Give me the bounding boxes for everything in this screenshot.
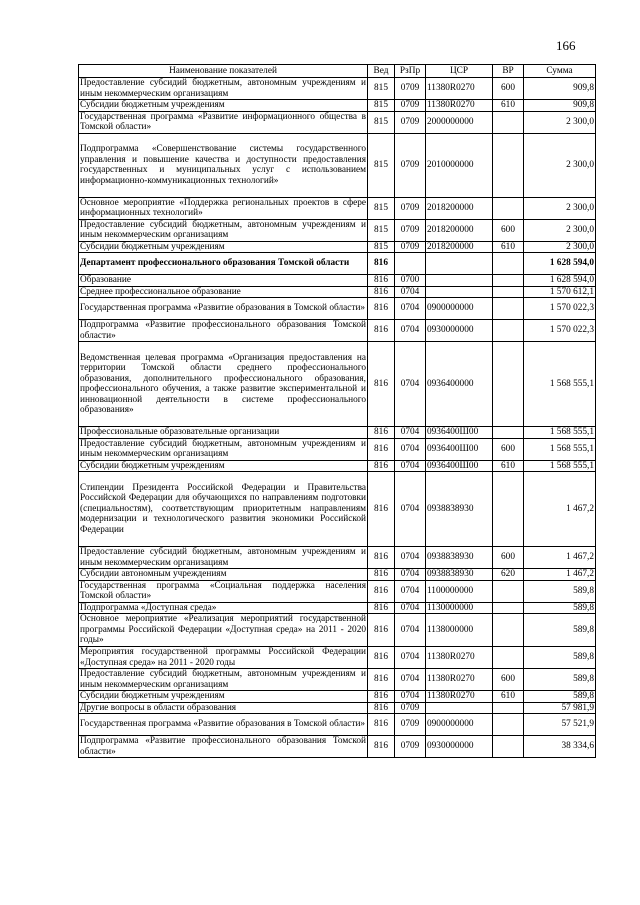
cell-ved: 816 bbox=[368, 714, 395, 736]
cell-sum: 2 300,0 bbox=[524, 219, 596, 241]
cell-rzpr: 0704 bbox=[395, 669, 426, 691]
cell-vr bbox=[493, 320, 524, 342]
page-number: 166 bbox=[556, 38, 576, 53]
cell-vr bbox=[493, 472, 524, 547]
cell-csr: 0938838930 bbox=[426, 569, 493, 581]
cell-ved: 816 bbox=[368, 602, 395, 614]
cell-vr bbox=[493, 614, 524, 647]
cell-name: Основное мероприятие «Реализация мероприятий государственной программы Российской Федерации «Доступная среда» на 2011 - 2020 годы» bbox=[80, 614, 366, 646]
cell-ved: 816 bbox=[368, 298, 395, 320]
table-row bbox=[79, 197, 596, 219]
table-row bbox=[79, 253, 596, 275]
cell-ved: 815 bbox=[368, 219, 395, 241]
cell-vr bbox=[493, 736, 524, 758]
cell-csr: 11380R0270 bbox=[426, 669, 493, 691]
cell-ved: 815 bbox=[368, 78, 395, 100]
table-row bbox=[79, 669, 596, 691]
cell-vr bbox=[493, 427, 524, 439]
cell-csr: 0930000000 bbox=[426, 736, 493, 758]
cell-csr bbox=[426, 286, 493, 298]
cell-csr: 0900000000 bbox=[426, 714, 493, 736]
cell-sum: 2 300,0 bbox=[524, 111, 596, 133]
cell-sum: 909,8 bbox=[524, 78, 596, 100]
cell-csr: 11380R0270 bbox=[426, 647, 493, 669]
cell-sum: 1 570 612,1 bbox=[524, 286, 596, 298]
cell-csr: 0938838930 bbox=[426, 547, 493, 569]
cell-rzpr: 0709 bbox=[395, 219, 426, 241]
cell-sum: 2 300,0 bbox=[524, 133, 596, 197]
cell-rzpr: 0704 bbox=[395, 614, 426, 647]
cell-ved: 816 bbox=[368, 286, 395, 298]
cell-csr: 0936400000 bbox=[426, 342, 493, 427]
cell-vr: 620 bbox=[493, 569, 524, 581]
cell-name: Предоставление субсидий бюджетным, автономным учреждениям и иным некоммерческим организациям bbox=[80, 78, 366, 99]
table-row bbox=[79, 219, 596, 241]
cell-csr bbox=[426, 275, 493, 287]
cell-vr: 600 bbox=[493, 438, 524, 460]
cell-csr: 0900000000 bbox=[426, 298, 493, 320]
cell-csr: 11380R0270 bbox=[426, 78, 493, 100]
cell-vr: 600 bbox=[493, 78, 524, 100]
cell-sum: 1 467,2 bbox=[524, 569, 596, 581]
cell-vr bbox=[493, 197, 524, 219]
cell-ved: 816 bbox=[368, 320, 395, 342]
cell-name: Мероприятия государственной программы Российской Федерации «Доступная среда» на 2011 - 2020 годы bbox=[80, 647, 366, 668]
cell-ved: 816 bbox=[368, 275, 395, 287]
cell-rzpr: 0704 bbox=[395, 580, 426, 602]
cell-name: Основное мероприятие «Поддержка региональных проектов в сфере информационных технологий» bbox=[80, 197, 366, 218]
cell-csr: 11380R0270 bbox=[426, 691, 493, 703]
cell-rzpr: 0704 bbox=[395, 460, 426, 472]
budget-table bbox=[78, 64, 596, 758]
table-row bbox=[79, 275, 596, 287]
cell-rzpr: 0709 bbox=[395, 736, 426, 758]
cell-rzpr: 0704 bbox=[395, 691, 426, 703]
table-row bbox=[79, 614, 596, 647]
cell-rzpr: 0704 bbox=[395, 647, 426, 669]
header-csr: ЦСР bbox=[426, 65, 493, 78]
cell-name: Субсидии автономным учреждениям bbox=[79, 569, 368, 581]
cell-rzpr: 0709 bbox=[395, 197, 426, 219]
cell-sum: 1 628 594,0 bbox=[524, 253, 596, 275]
cell-sum: 57 981,9 bbox=[524, 702, 596, 714]
cell-rzpr: 0704 bbox=[395, 286, 426, 298]
cell-sum: 589,8 bbox=[524, 614, 596, 647]
cell-vr bbox=[493, 580, 524, 602]
cell-csr bbox=[426, 702, 493, 714]
cell-ved: 815 bbox=[368, 133, 395, 197]
cell-rzpr: 0700 bbox=[395, 275, 426, 287]
cell-name: Государственная программа «Социальная поддержка населения Томской области» bbox=[80, 580, 366, 601]
cell-name: Другие вопросы в области образования bbox=[79, 702, 368, 714]
cell-name: Ведомственная целевая программа «Организация предоставления на территории Томской области среднего профессионального образования, дополнительного профессионального образования, профессионального обучения, а также развитие экспериментальной и инновационной деятельности в системе профессионального образования» bbox=[79, 342, 368, 427]
cell-vr bbox=[493, 253, 524, 275]
header-sum: Сумма bbox=[524, 65, 596, 78]
cell-sum: 1 568 555,1 bbox=[524, 427, 596, 439]
cell-name: Подпрограмма «Совершенствование системы государственного управления и повышение качества и доступности предоставления государственных и муниципальных услуг с использованием информационно-коммуникационных технологий» bbox=[79, 133, 368, 197]
cell-name: Государственная программа «Развитие образования в Томской области» bbox=[79, 298, 368, 320]
cell-ved: 816 bbox=[368, 580, 395, 602]
cell-ved: 816 bbox=[368, 691, 395, 703]
cell-sum: 909,8 bbox=[524, 100, 596, 112]
cell-rzpr bbox=[395, 253, 426, 275]
cell-rzpr: 0704 bbox=[395, 547, 426, 569]
cell-sum: 57 521,9 bbox=[524, 714, 596, 736]
cell-rzpr: 0709 bbox=[395, 100, 426, 112]
cell-ved: 816 bbox=[368, 472, 395, 547]
table-row bbox=[79, 580, 596, 602]
cell-name: Субсидии бюджетным учреждениям bbox=[79, 241, 368, 253]
cell-rzpr: 0704 bbox=[395, 472, 426, 547]
table-row bbox=[79, 691, 596, 703]
cell-sum: 589,8 bbox=[524, 580, 596, 602]
cell-csr: 0936400Ш00 bbox=[426, 438, 493, 460]
cell-sum: 1 568 555,1 bbox=[524, 342, 596, 427]
cell-vr bbox=[493, 298, 524, 320]
cell-name: Среднее профессиональное образование bbox=[79, 286, 368, 298]
header-vr: ВР bbox=[493, 65, 524, 78]
cell-rzpr: 0709 bbox=[395, 702, 426, 714]
cell-rzpr: 0709 bbox=[395, 111, 426, 133]
cell-csr: 2018200000 bbox=[426, 197, 493, 219]
cell-csr: 1100000000 bbox=[426, 580, 493, 602]
cell-vr: 610 bbox=[493, 691, 524, 703]
cell-name: Подпрограмма «Доступная среда» bbox=[79, 602, 368, 614]
cell-vr bbox=[493, 133, 524, 197]
cell-sum: 2 300,0 bbox=[524, 241, 596, 253]
cell-sum: 1 628 594,0 bbox=[524, 275, 596, 287]
table-row bbox=[79, 100, 596, 112]
table-row bbox=[79, 320, 596, 342]
cell-name: Департамент профессионального образования Томской области bbox=[79, 253, 368, 275]
cell-sum: 1 570 022,3 bbox=[524, 298, 596, 320]
cell-rzpr: 0704 bbox=[395, 320, 426, 342]
cell-csr: 0938838930 bbox=[426, 472, 493, 547]
cell-ved: 816 bbox=[368, 460, 395, 472]
cell-csr bbox=[426, 253, 493, 275]
table-row bbox=[79, 111, 596, 133]
table-row bbox=[79, 286, 596, 298]
cell-name: Государственная программа «Развитие информационного общества в Томской области» bbox=[80, 111, 366, 132]
cell-ved: 815 bbox=[368, 111, 395, 133]
table-row bbox=[79, 736, 596, 758]
cell-vr: 600 bbox=[493, 547, 524, 569]
cell-rzpr: 0704 bbox=[395, 569, 426, 581]
cell-vr bbox=[493, 602, 524, 614]
table-row bbox=[79, 647, 596, 669]
cell-sum: 589,8 bbox=[524, 669, 596, 691]
cell-name: Субсидии бюджетным учреждениям bbox=[79, 691, 368, 703]
cell-ved: 816 bbox=[368, 342, 395, 427]
cell-vr: 610 bbox=[493, 241, 524, 253]
table-row bbox=[79, 133, 596, 197]
cell-rzpr: 0704 bbox=[395, 342, 426, 427]
cell-ved: 816 bbox=[368, 438, 395, 460]
table-row bbox=[79, 78, 596, 100]
cell-sum: 2 300,0 bbox=[524, 197, 596, 219]
table-row bbox=[79, 241, 596, 253]
cell-vr bbox=[493, 342, 524, 427]
cell-rzpr: 0709 bbox=[395, 241, 426, 253]
cell-name: Субсидии бюджетным учреждениям bbox=[79, 460, 368, 472]
cell-rzpr: 0704 bbox=[395, 298, 426, 320]
table-row bbox=[79, 298, 596, 320]
cell-name: Профессиональные образовательные организации bbox=[79, 427, 368, 439]
cell-rzpr: 0704 bbox=[395, 427, 426, 439]
cell-ved: 816 bbox=[368, 647, 395, 669]
cell-ved: 816 bbox=[368, 427, 395, 439]
table-row bbox=[79, 702, 596, 714]
cell-csr: 2018200000 bbox=[426, 241, 493, 253]
cell-rzpr: 0709 bbox=[395, 78, 426, 100]
cell-ved: 816 bbox=[368, 614, 395, 647]
cell-name: Подпрограмма «Развитие профессионального образования Томской области» bbox=[80, 736, 366, 757]
cell-ved: 816 bbox=[368, 547, 395, 569]
cell-vr: 610 bbox=[493, 460, 524, 472]
cell-csr: 2010000000 bbox=[426, 133, 493, 197]
cell-sum: 589,8 bbox=[524, 647, 596, 669]
cell-csr: 2018200000 bbox=[426, 219, 493, 241]
cell-vr bbox=[493, 647, 524, 669]
cell-vr bbox=[493, 286, 524, 298]
table-header-row bbox=[79, 65, 596, 78]
cell-sum: 1 467,2 bbox=[524, 547, 596, 569]
cell-name: Образование bbox=[79, 275, 368, 287]
cell-name: Государственная программа «Развитие образования в Томской области» bbox=[79, 714, 368, 736]
table-row bbox=[79, 460, 596, 472]
cell-name: Предоставление субсидий бюджетным, автономным учреждениям и иным некоммерческим организациям bbox=[80, 669, 366, 690]
cell-sum: 1 568 555,1 bbox=[524, 460, 596, 472]
cell-csr: 1138000000 bbox=[426, 614, 493, 647]
cell-ved: 815 bbox=[368, 100, 395, 112]
cell-vr bbox=[493, 702, 524, 714]
table-row bbox=[79, 602, 596, 614]
table-body bbox=[79, 78, 596, 758]
cell-sum: 1 467,2 bbox=[524, 472, 596, 547]
table-row bbox=[79, 472, 596, 547]
cell-ved: 815 bbox=[368, 197, 395, 219]
cell-csr: 0936400Ш00 bbox=[426, 427, 493, 439]
cell-rzpr: 0709 bbox=[395, 714, 426, 736]
cell-csr: 0936400Ш00 bbox=[426, 460, 493, 472]
table-row bbox=[79, 438, 596, 460]
table-row bbox=[79, 342, 596, 427]
cell-name: Предоставление субсидий бюджетным, автономным учреждениям и иным некоммерческим организациям bbox=[80, 219, 366, 240]
cell-csr: 11380R0270 bbox=[426, 100, 493, 112]
cell-sum: 1 570 022,3 bbox=[524, 320, 596, 342]
table-row bbox=[79, 547, 596, 569]
cell-ved: 816 bbox=[368, 702, 395, 714]
cell-rzpr: 0709 bbox=[395, 133, 426, 197]
cell-rzpr: 0704 bbox=[395, 602, 426, 614]
cell-csr: 2000000000 bbox=[426, 111, 493, 133]
cell-vr bbox=[493, 275, 524, 287]
cell-name: Стипендии Президента Российской Федерации и Правительства Российской Федерации для обучающихся по направлениям подготовки (специальностям), соответствующим приоритетным направлениям модернизации и технологического развития экономики Российской Федерации bbox=[79, 472, 368, 547]
header-ved: Вед bbox=[368, 65, 395, 78]
cell-rzpr: 0704 bbox=[395, 438, 426, 460]
cell-vr: 610 bbox=[493, 100, 524, 112]
table-row bbox=[79, 714, 596, 736]
header-rzpr: РзПр bbox=[395, 65, 426, 78]
cell-name: Субсидии бюджетным учреждениям bbox=[79, 100, 368, 112]
cell-sum: 589,8 bbox=[524, 602, 596, 614]
cell-ved: 816 bbox=[368, 569, 395, 581]
cell-vr bbox=[493, 111, 524, 133]
cell-vr bbox=[493, 714, 524, 736]
cell-ved: 815 bbox=[368, 241, 395, 253]
cell-vr: 600 bbox=[493, 219, 524, 241]
cell-sum: 589,8 bbox=[524, 691, 596, 703]
header-name: Наименование показателей bbox=[79, 65, 368, 78]
cell-name: Подпрограмма «Развитие профессионального образования Томской области» bbox=[80, 320, 366, 341]
cell-ved: 816 bbox=[368, 669, 395, 691]
cell-ved: 816 bbox=[368, 253, 395, 275]
cell-csr: 0930000000 bbox=[426, 320, 493, 342]
cell-sum: 1 568 555,1 bbox=[524, 438, 596, 460]
cell-sum: 38 334,6 bbox=[524, 736, 596, 758]
cell-csr: 1130000000 bbox=[426, 602, 493, 614]
cell-name: Предоставление субсидий бюджетным, автономным учреждениям и иным некоммерческим организациям bbox=[80, 438, 366, 459]
table-row bbox=[79, 569, 596, 581]
cell-name: Предоставление субсидий бюджетным, автономным учреждениям и иным некоммерческим организациям bbox=[80, 547, 366, 568]
cell-vr: 600 bbox=[493, 669, 524, 691]
cell-ved: 816 bbox=[368, 736, 395, 758]
table-row bbox=[79, 427, 596, 439]
